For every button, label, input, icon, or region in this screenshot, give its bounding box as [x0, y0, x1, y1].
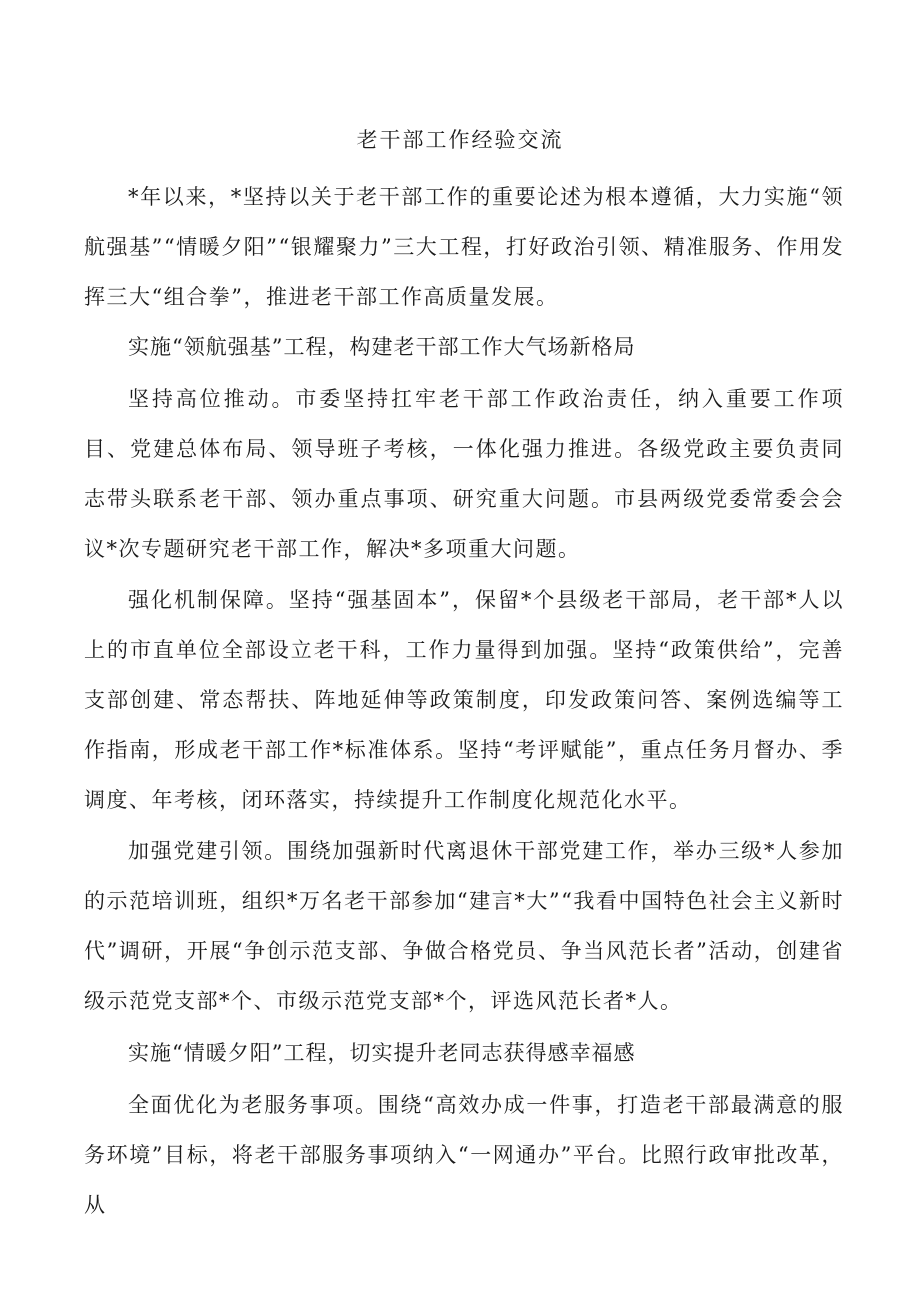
intro-paragraph: *年以来，*坚持以关于老干部工作的重要论述为根本遵循，大力实施“领航强基”“情暖夕阳”“银耀聚力”三大工程，打好政治引领、精准服务、作用发挥三大“组合拳”，推进老干部工作高质量发展。 [84, 185, 844, 309]
paragraph-party-building: 加强党建引领。围绕加强新时代离退休干部党建工作，举办三级*人参加的示范培训班，组织*万名老干部参加“建言*大”“我看中国特色社会主义新时代”调研，开展“争创示范支部、争做合格党员、争当风范长者”活动，创建省级示范党支部*个、市级示范党支部*个，评选风范长者*人。 [84, 839, 844, 1013]
section-heading-leading: 实施“领航强基”工程，构建老干部工作大气场新格局 [128, 335, 636, 359]
paragraph-service-optimization: 全面优化为老服务事项。围绕“高效办成一件事，打造老干部最满意的服务环境”目标，将老干部服务事项纳入“一网通办”平台。比照行政审批改革，从 [84, 1093, 844, 1217]
document-title: 老干部工作经验交流 [356, 128, 564, 152]
paragraph-mechanism-guarantee: 强化机制保障。坚持“强基固本”，保留*个县级老干部局，老干部*人以上的市直单位全部设立老干科，工作力量得到加强。坚持“政策供给”，完善支部创建、常态帮扶、阵地延伸等政策制度，印发政策问答、案例选编等工作指南，形成老干部工作*标准体系。坚持“考评赋能”，重点任务月督办、季调度、年考核，闭环落实，持续提升工作制度化规范化水平。 [84, 588, 844, 812]
section-heading-warm-sunset: 实施“情暖夕阳”工程，切实提升老同志获得感幸福感 [128, 1041, 636, 1065]
paragraph-high-level-push: 坚持高位推动。市委坚持扛牢老干部工作政治责任，纳入重要工作项目、党建总体布局、领导班子考核，一体化强力推进。各级党政主要负责同志带头联系老干部、领办重点事项、研究重大问题。市县两级党委常委会会议*次专题研究老干部工作，解决*多项重大问题。 [84, 387, 844, 561]
